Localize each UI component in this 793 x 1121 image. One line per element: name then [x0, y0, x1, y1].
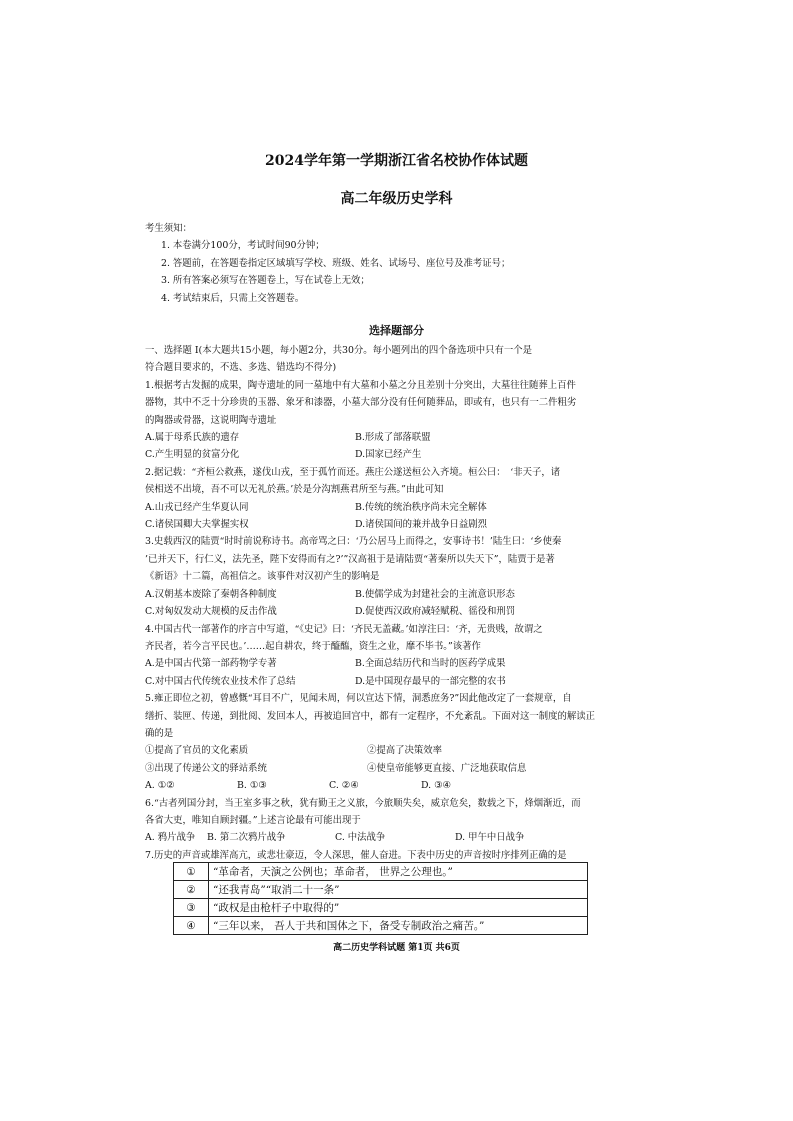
q5-stem: 5.雍正即位之初，曾感慨“耳目不广，见闻未周，何以宣达下情，洞悉庶务?”因此他改定了一套规章，自: [145, 693, 572, 705]
q6-option-a: A. 鸦片战争: [145, 832, 196, 844]
q1-stem: 的陶器或骨器，这说明陶寺遗址: [145, 414, 277, 426]
q5-option-b: B. ①③: [237, 780, 267, 792]
q3-option-d: D.促使西汉政府减轻赋税、徭役和刑罚: [355, 606, 516, 618]
questions-block: [145, 342, 650, 864]
section-intro: 符合题目要求的，不选、多选、错选均不得分): [145, 362, 337, 374]
q4-option-d: D.是中国现存最早的一部完整的农书: [355, 675, 506, 687]
q3-option-a: A.汉朝基本废除了秦朝各种制度: [145, 588, 277, 600]
table-cell-quote: “政权是由枪杆子中取得的”: [209, 899, 588, 917]
q6-option-d: D. 甲午中日战争: [455, 832, 525, 844]
table-row: [174, 863, 588, 881]
q7-table: [173, 862, 588, 935]
q2-option-c: C.诸侯国卿大夫掌握实权: [145, 519, 249, 531]
exam-subtitle: 高二年级历史学科: [340, 191, 453, 207]
table-cell-quote: “还我青岛”“取消二十一条”: [209, 881, 588, 899]
section-intro: 一、选择题 Ⅰ(本大题共15小题，每小题2分，共30分。每小题列出的四个备选项中只有一个是: [145, 345, 533, 356]
q2-stem: 2.据记载：“齐桓公救燕，遂伐山戎，至于孤竹而还。燕庄公遂送桓公入齐境。桓公曰： ‘非天子，诸: [145, 466, 561, 478]
q3-option-b: B.使儒学成为封建社会的主流意识形态: [355, 588, 515, 600]
q7-stem: 7.历史的声音或雄浑高亢，或悲壮豪迈，令人深思，催人奋进。下表中历史的声音按时序排列正确的是: [145, 849, 567, 861]
q3-stem: 《新语》十二篇，高祖信之。该事件对汉初产生的影响是: [145, 571, 380, 583]
section-title: 选择题部分: [369, 324, 424, 337]
q5-stem: 缮折、装匣、传递，到批阅、发回本人，再被追回宫中，都有一定程序，不允紊乱。下面对这一制度的解读正: [145, 710, 596, 722]
q5-statement-1: ①提高了官员的文化素质: [145, 745, 249, 757]
table-row: [174, 917, 588, 935]
q6-option-c: C. 中法战争: [335, 832, 386, 844]
note-item: 4. 考试结束后，只需上交答题卷。: [161, 292, 305, 304]
table-cell-quote: “三年以来， 吾人于共和国体之下，备受专制政治之痛苦。”: [209, 917, 588, 935]
q5-stem: 确的是: [145, 727, 174, 739]
q4-option-a: A.是中国古代第一部药物学专著: [145, 658, 277, 670]
q3-stem: ’已并天下，行仁义，法先圣，陛下安得而有之?’”汉高祖于是请陆贾“著秦所以失天下”，陆贾于是著: [145, 553, 555, 565]
q1-option-d: D.国家已经产生: [355, 449, 422, 461]
table-row: [174, 899, 588, 917]
q1-stem: 1.根据考古发掘的成果，陶寺遗址的同一墓地中有大墓和小墓之分且差别十分突出，大墓往往随葬上百件: [145, 379, 576, 391]
table-cell-no: ①: [174, 863, 209, 881]
q6-option-b: B. 第二次鸦片战争: [207, 832, 286, 844]
q4-option-c: C.对中国古代传统农业技术作了总结: [145, 675, 296, 687]
q5-option-a: A. ①②: [145, 780, 175, 792]
q5-statement-3: ③出现了传递公文的驿站系统: [145, 762, 267, 774]
table-row: [174, 881, 588, 899]
q1-option-c: C.产生明显的贫富分化: [145, 449, 240, 461]
q1-stem: 器物，其中不乏十分珍贵的玉器、象牙和漆器，小墓大部分没有任何随葬品，即或有，也只有一二件粗劣: [145, 397, 577, 409]
note-item: 1. 本卷满分100分，考试时间90分钟；: [161, 240, 325, 252]
q5-option-d: D. ③④: [421, 780, 451, 792]
q5-statement-2: ②提高了决策效率: [367, 745, 443, 757]
q2-option-a: A.山戎已经产生华夏认同: [145, 501, 249, 513]
q3-stem: 3.史载西汉的陆贾“时时前说称诗书。高帝骂之曰：‘乃公居马上而得之，安事诗书！’陆生曰：‘乡使秦: [145, 536, 562, 548]
q2-option-d: D.诸侯国间的兼并战争日益剧烈: [355, 519, 488, 531]
q6-stem: 各省大吏，唯知自顾封疆。”上述言论最有可能出现于: [145, 814, 361, 826]
q2-option-b: B.传统的统治秩序尚未完全解体: [355, 501, 487, 513]
candidate-notes: [145, 220, 650, 307]
q2-stem: 侯相送不出境，吾不可以无礼於燕。’於是分沟割燕君所至与燕。”由此可知: [145, 484, 444, 496]
note-item: 2. 答题前，在答题卷指定区域填写学校、班级、姓名、试场号、座位号及准考证号；: [161, 257, 511, 269]
q5-statement-4: ④使皇帝能够更直接、广泛地获取信息: [367, 762, 527, 774]
q4-option-b: B.全面总结历代和当时的医药学成果: [355, 658, 506, 670]
q4-stem: 4.中国古代一部著作的序言中写道，“《史记》曰：‘齐民无盖藏。’如淳注曰：‘齐，无贵贱，故谓之: [145, 623, 543, 635]
notes-heading: 考生须知：: [145, 223, 192, 234]
table-cell-no: ②: [174, 881, 209, 899]
table-cell-no: ③: [174, 899, 209, 917]
exam-title: 2024学年第一学期浙江省名校协作体试题: [265, 153, 528, 169]
table-cell-quote: “革命者，天演之公例也；革命者， 世界之公理也。”: [209, 863, 588, 881]
table-cell-no: ④: [174, 917, 209, 935]
q1-option-b: B.形成了部落联盟: [355, 432, 431, 444]
q4-stem: 齐民者，若今言平民也。’……起自耕农，终于醯醢，资生之业，靡不毕书。”该著作: [145, 640, 481, 652]
q6-stem: 6.“古者列国分封，当王室多事之秋，犹有勤王之义旅，今旅顺失矣，威京危矣，数载之下，烽烟渐近，而: [145, 797, 581, 809]
page-footer: 高二历史学科试题 第1页 共6页: [333, 943, 460, 953]
q1-option-a: A.属于母系氏族的遗存: [145, 432, 240, 444]
q3-option-c: C.对匈奴发动大规模的反击作战: [145, 606, 277, 618]
q5-option-c: C. ②④: [329, 780, 359, 792]
note-item: 3. 所有答案必须写在答题卷上，写在试卷上无效；: [161, 275, 370, 287]
